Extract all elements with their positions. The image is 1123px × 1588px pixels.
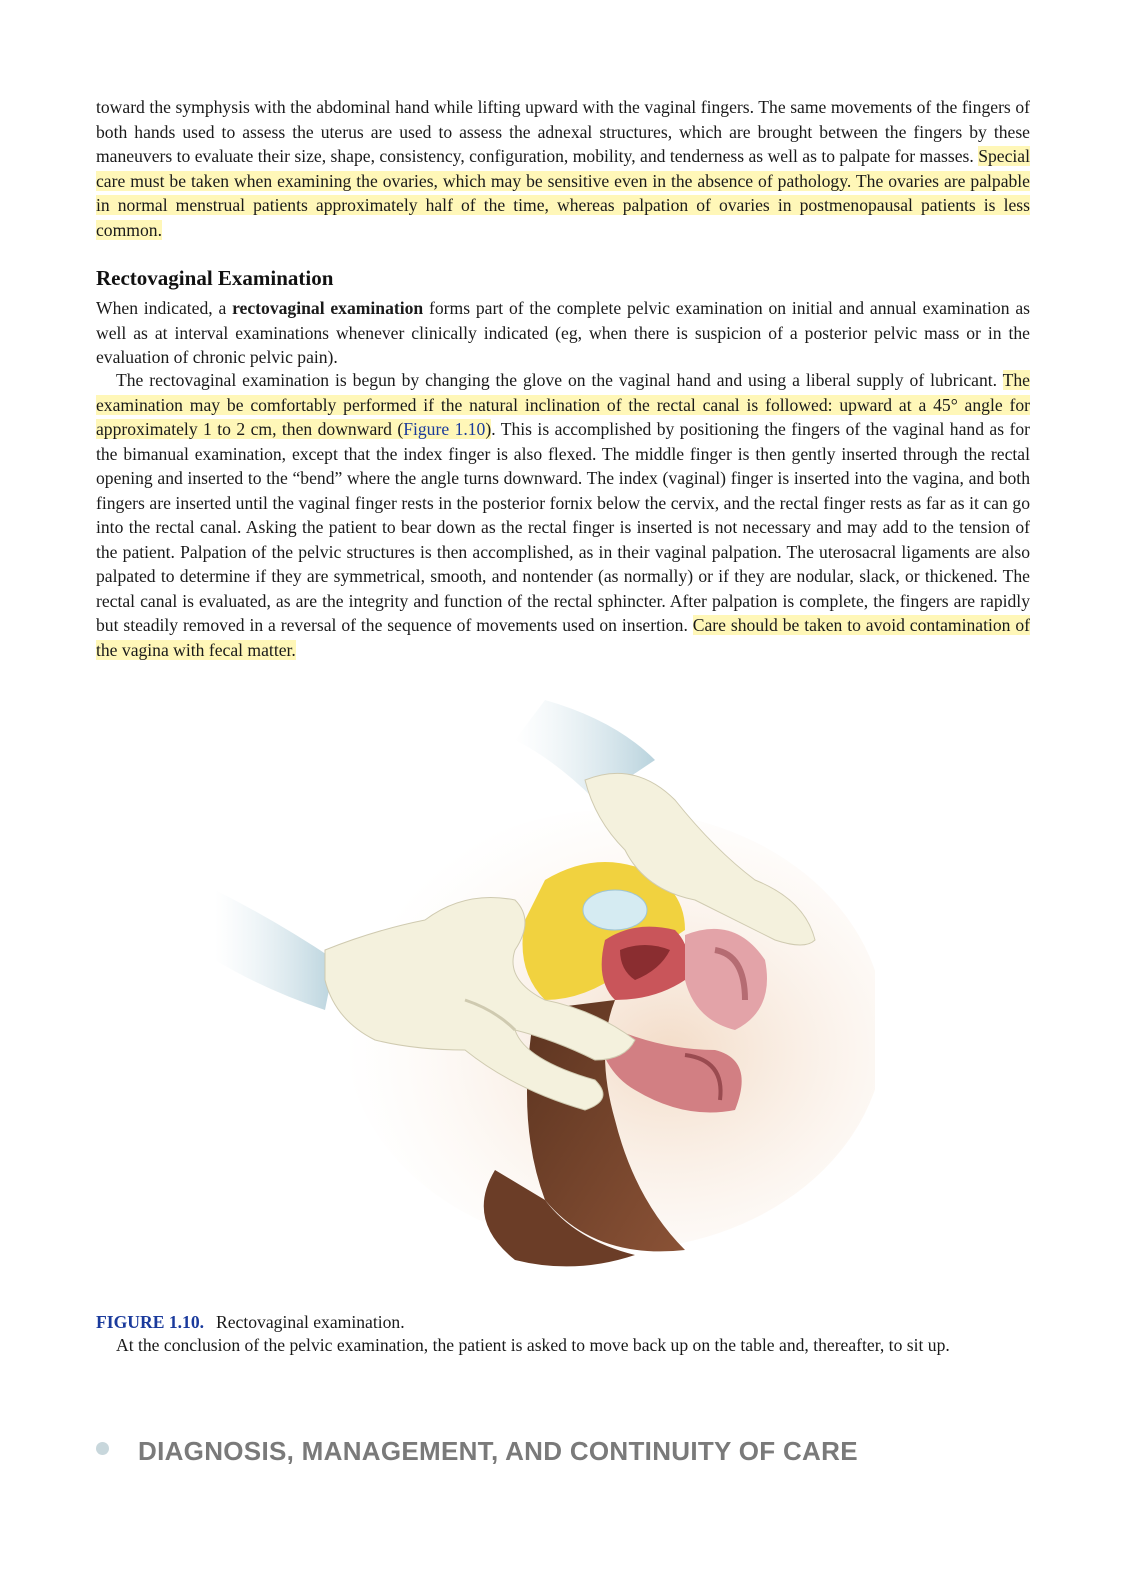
- section-heading: Rectovaginal Examination: [96, 266, 334, 290]
- section-title: DIAGNOSIS, MANAGEMENT, AND CONTINUITY OF CARE: [138, 1436, 858, 1466]
- highlighted-text: Special care must be taken when examining the ovaries, which may be sensitive even in the absence of pathology. The ovaries are palpable in normal menstrual patients approximately half of the time, whereas palpation of ovaries in postmenopausal patients is less common.: [96, 146, 1030, 240]
- figure-label: FIGURE 1.10.: [96, 1312, 205, 1332]
- highlighted-text: Care should be taken to avoid contamination of the vagina with fecal matter.: [96, 615, 1030, 660]
- highlighted-text-part: The examination may be comfortably performed if the natural inclination of the rectal canal is followed: upward at a 45° angle for approximately 1 to 2 cm, then downward (: [96, 370, 1030, 439]
- figure-caption: [96, 1312, 405, 1333]
- bold-term: rectovaginal examination: [232, 298, 424, 318]
- paragraph-procedure: [96, 368, 1030, 662]
- paragraph-conclusion: At the conclusion of the pelvic examination, the patient is asked to move back up on the table and, thereafter, to sit up.: [116, 1335, 950, 1355]
- figure-caption-text: Rectovaginal examination.: [216, 1312, 405, 1332]
- paragraph-text: toward the symphysis with the abdominal hand while lifting upward with the vaginal fingers. The same movements of the fingers of both hands used to assess the uterus are used to assess the adnexal structures, which are brought between the fingers by these maneuvers to evaluate their size, shape, consistency, configuration, mobility, and tenderness as well as to palpate for masses.: [96, 97, 1030, 166]
- paragraph-text: When indicated, a: [96, 298, 233, 318]
- section-bullet-icon: [96, 1442, 109, 1455]
- paragraph-text: . This is accomplished by positioning the fingers of the vaginal hand as for the bimanual examination, except that the index finger is also flexed. The middle finger is then gently inserted through the rectal opening and inserted to the “bend” where the angle turns downward. The index (vaginal) finger is inserted into the vagina, and both fingers are inserted until the vaginal finger rests in the posterior fornix below the cervix, and the rectal finger rests as far as it can go into the rectal canal. Asking the patient to bear down as the rectal finger is inserted is not necessary and may add to the tension of the patient. Palpation of the pelvic structures is then accomplished, as in their vaginal palpation. The uterosacral ligaments are also palpated to determine if they are symmetrical, smooth, and nontender (as normally) or if they are nodular, slack, or thickened. The rectal canal is evaluated, as are the integrity and function of the rectal sphincter. After palpation is complete, the fingers are rapidly but steadily removed in a reversal of the sequence of movements used on insertion.: [96, 419, 1031, 635]
- paragraph-adnexa: [96, 95, 1030, 242]
- paragraph-indication: [96, 296, 1030, 370]
- figure-reference-link[interactable]: Figure 1.10: [403, 419, 486, 439]
- rectovaginal-examination-illustration: [215, 700, 875, 1280]
- paragraph-text: The rectovaginal examination is begun by changing the glove on the vaginal hand and using a liberal supply of lubricant.: [116, 370, 1003, 390]
- paragraph-text: forms part of the complete pelvic examination on initial and annual examination as well as at interval examinations whenever clinically indicated (eg, when there is suspicion of a posterior pelvic mass or in the evaluation of chronic pelvic pain).: [96, 298, 1030, 367]
- highlighted-text-part: ): [485, 419, 492, 439]
